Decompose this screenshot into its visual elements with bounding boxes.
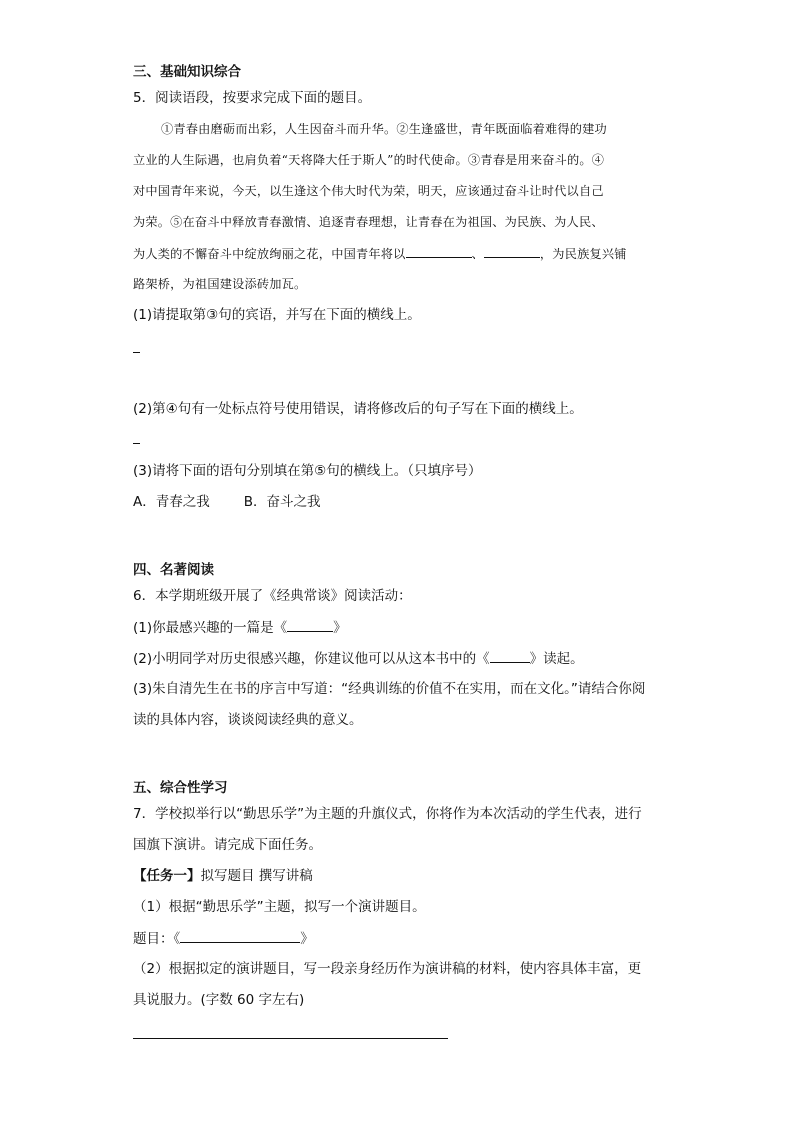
title-label: 题目：《 — [133, 931, 181, 947]
passage-line-text: ，为民族复兴铺 — [539, 247, 627, 261]
option-b: B．奋斗之我 — [243, 494, 321, 510]
q6-stem: 6．本学期班级开展了《经典常谈》阅读活动： — [133, 588, 412, 604]
q5-options — [133, 493, 321, 511]
passage-line: 路架桥，为祖国建设添砖加瓦。 — [133, 277, 307, 291]
passage-line: 为荣。⑤在奋斗中释放青春激情、追逐青春理想，让青春在为祖国、为民族、为人民、 — [133, 215, 604, 229]
q7-stem-line: 国旗下演讲。请完成下面任务。 — [133, 837, 322, 853]
q6-sub1 — [133, 618, 347, 637]
q6-sub3-line: (3)朱自清先生在书的序言中写道：“经典训练的价值不在实用，而在文化。”请结合你阅 — [133, 681, 646, 697]
answer-line[interactable] — [133, 352, 140, 353]
answer-blank[interactable] — [287, 618, 333, 632]
q6-sub2-text: (2)小明同学对历史很感兴趣，你建议他可以从这本书中的《 — [133, 651, 490, 667]
answer-blank[interactable] — [406, 244, 472, 258]
section3-heading: 三、基础知识综合 — [133, 64, 241, 80]
q5-sub3: (3)请将下面的语句分别填在第⑤句的横线上。（只填序号） — [133, 463, 482, 479]
q7-sub1: （1）根据“勤思乐学”主题，拟写一个演讲题目。 — [133, 899, 426, 915]
blank-separator: 、 — [471, 247, 484, 261]
q5-stem: 5．阅读语段，按要求完成下面的题目。 — [133, 90, 372, 106]
q6-sub1-close: 》 — [333, 620, 347, 636]
q6-sub3-line: 读的具体内容，谈谈阅读经典的意义。 — [133, 712, 363, 728]
passage-line: ①青春由磨砺而出彩，人生因奋斗而升华。②生逢盛世，青年既面临着难得的建功 — [161, 122, 607, 136]
q6-sub1-text: (1)你最感兴趣的一篇是《 — [133, 620, 288, 636]
answer-line[interactable] — [133, 1038, 448, 1039]
passage-line: 立业的人生际遇，也肩负着“天将降大任于斯人”的时代使命。③青春是用来奋斗的。④ — [133, 153, 605, 167]
answer-blank[interactable] — [484, 244, 540, 258]
passage-line — [133, 244, 627, 263]
q7-task1 — [133, 867, 313, 885]
q7-stem-line: 7．学校拟举行以“勤思乐学”为主题的升旗仪式，你将作为本次活动的学生代表，进行 — [133, 806, 642, 822]
section4-heading: 四、名著阅读 — [133, 562, 214, 578]
task1-label: 【任务一】 — [133, 868, 201, 884]
task1-title: 拟写题目 撰写讲稿 — [200, 868, 313, 884]
answer-blank[interactable] — [180, 929, 300, 943]
section5-heading: 五、综合性学习 — [133, 780, 228, 796]
answer-line[interactable] — [133, 443, 140, 444]
q7-sub2-line: （2）根据拟定的演讲题目，写一段亲身经历作为演讲稿的材料，使内容具体丰富，更 — [133, 961, 642, 977]
answer-blank[interactable] — [490, 649, 530, 663]
option-a: A．青春之我 — [133, 494, 210, 510]
q5-sub1: (1)请提取第③句的宾语，并写在下面的横线上。 — [133, 307, 421, 323]
q6-sub2-close: 》读起。 — [529, 651, 584, 667]
title-close: 》 — [300, 931, 314, 947]
q7-title-line — [133, 929, 314, 948]
q6-sub2 — [133, 649, 584, 668]
q5-sub2: (2)第④句有一处标点符号使用错误，请将修改后的句子写在下面的横线上。 — [133, 401, 583, 417]
passage-line-text: 为人类的不懈奋斗中绽放绚丽之花，中国青年将以 — [133, 247, 406, 261]
passage-line: 对中国青年来说，今天，以生逢这个伟大时代为荣，明天，应该通过奋斗让时代以自己 — [133, 184, 604, 198]
q7-sub2-line: 具说服力。(字数 60 字左右) — [133, 992, 305, 1008]
